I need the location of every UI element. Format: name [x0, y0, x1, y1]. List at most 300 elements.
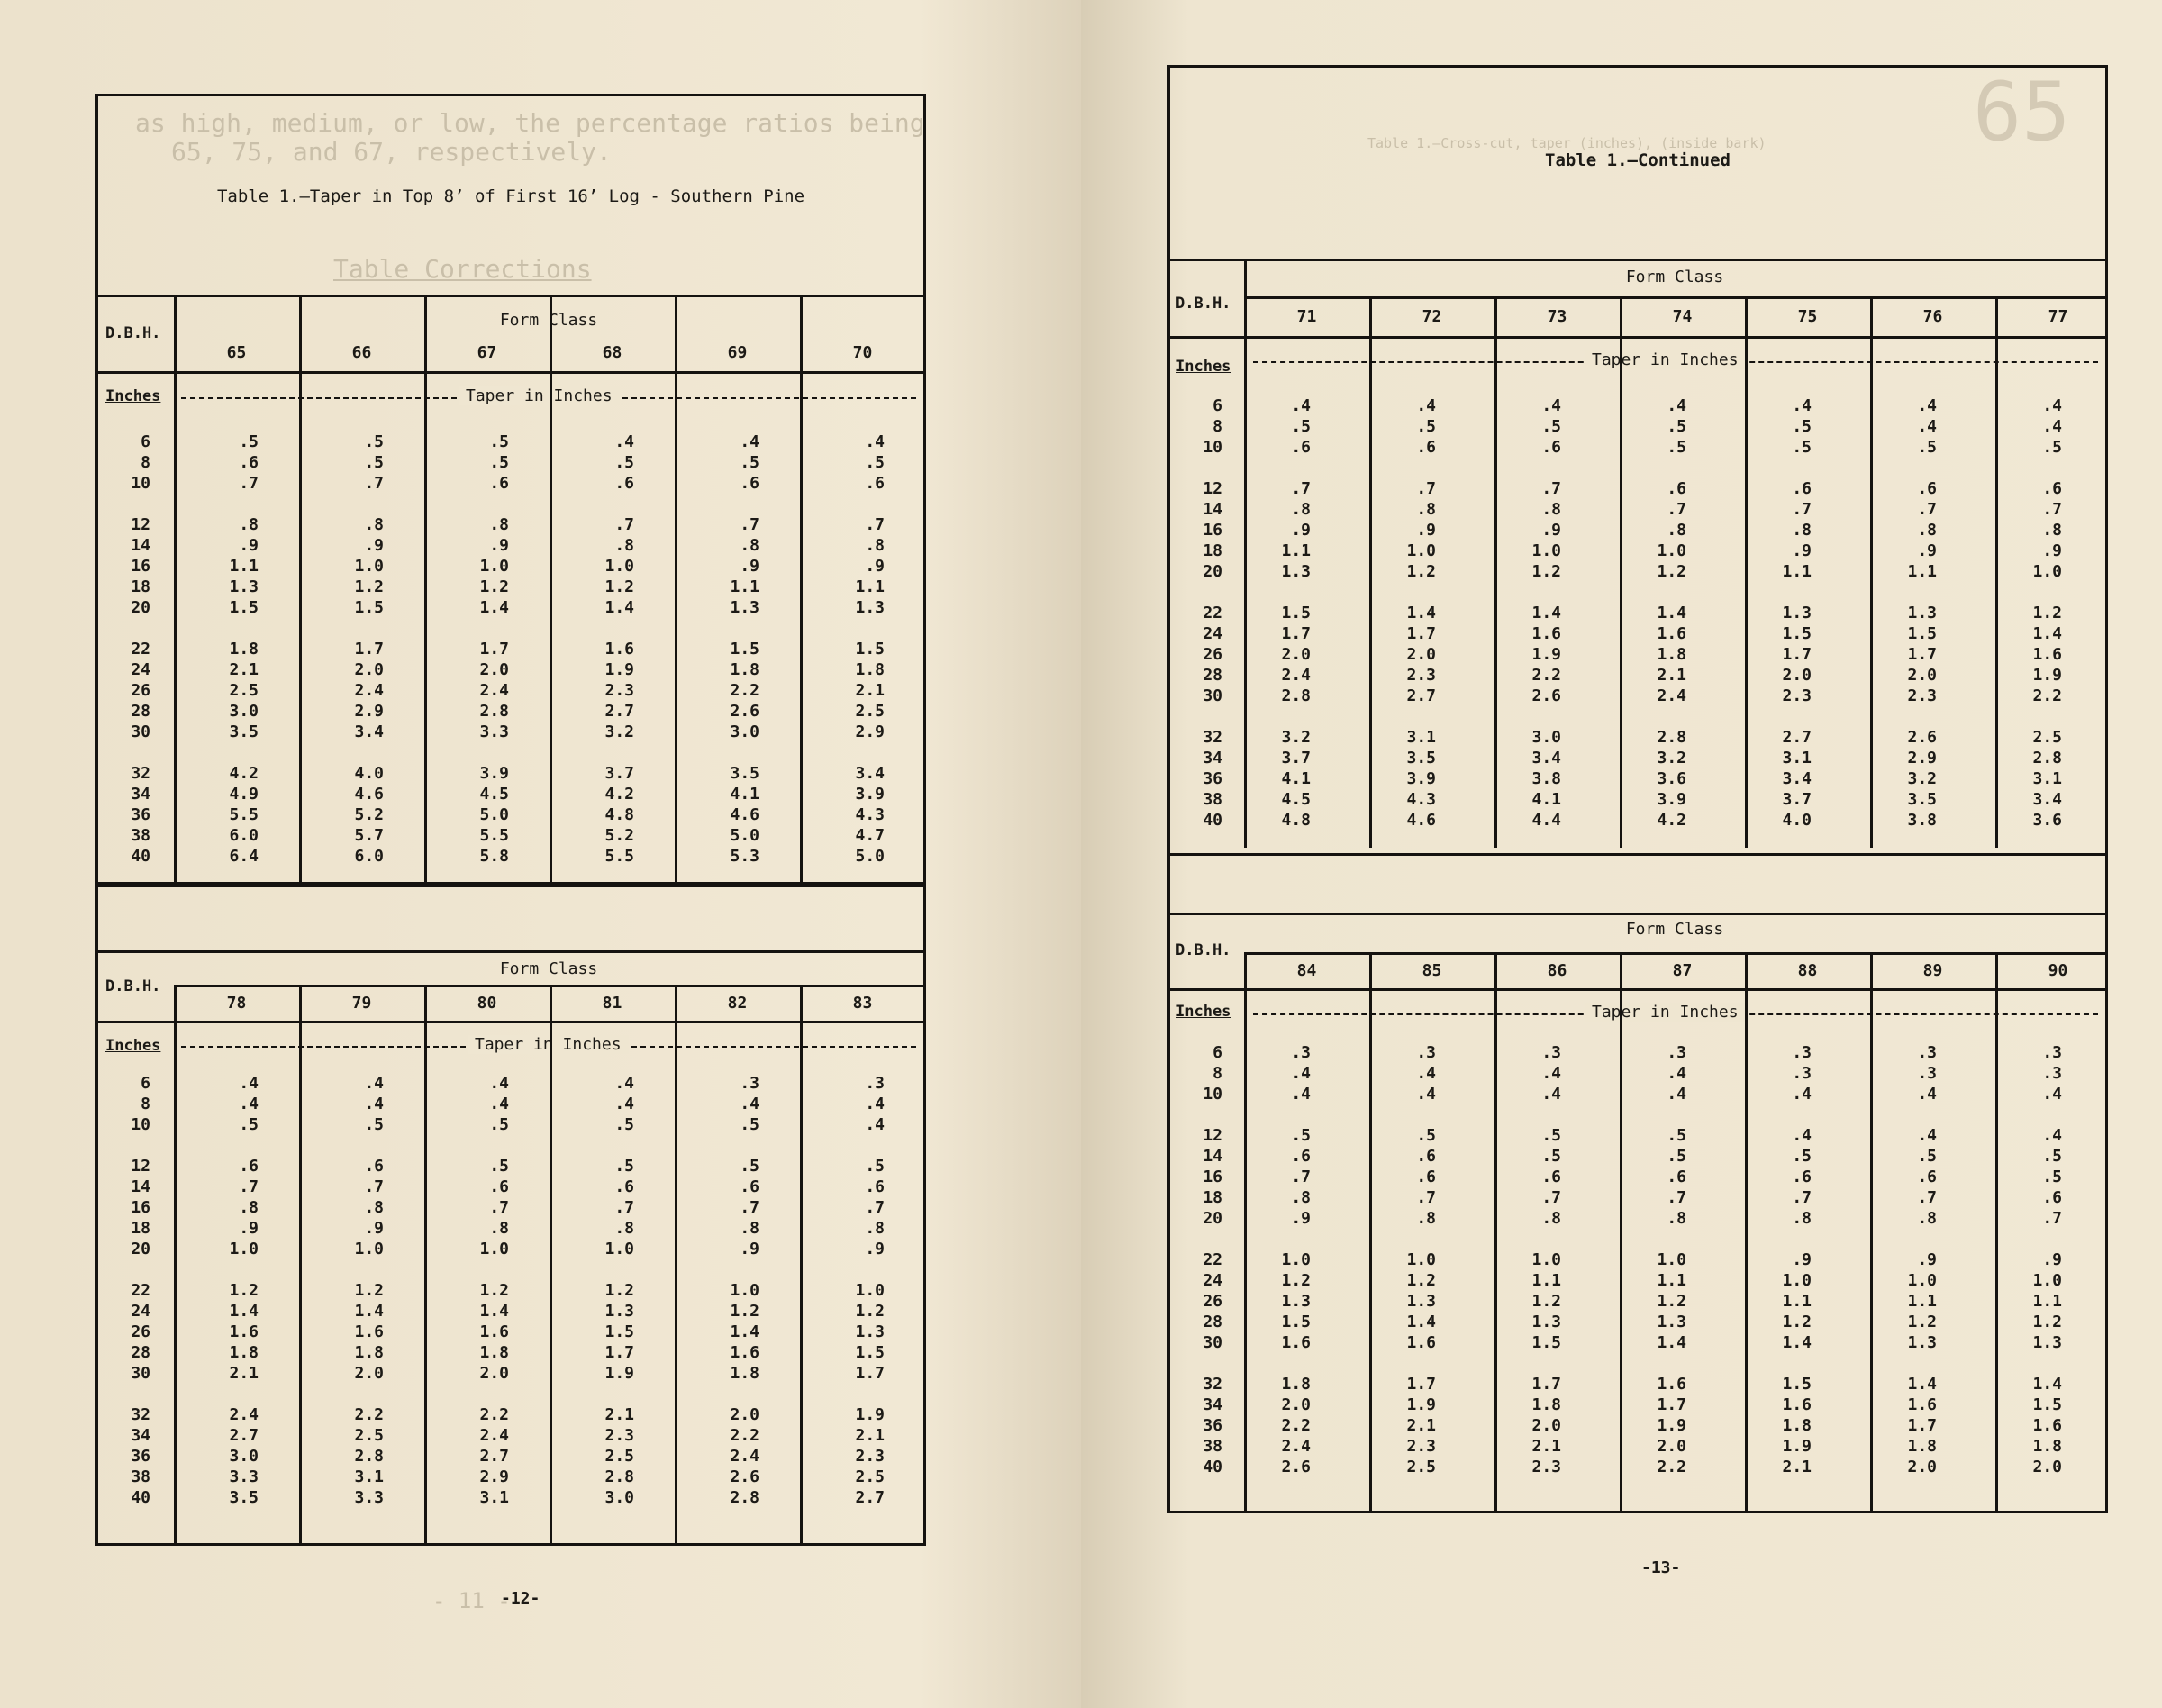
taper-value: 1.5	[604, 1322, 634, 1341]
taper-value: .9	[865, 557, 885, 576]
taper-value: .7	[740, 1198, 759, 1217]
taper-value: 2.1	[855, 681, 885, 700]
taper-value	[1516, 582, 1561, 603]
taper-value: .5	[614, 1115, 634, 1134]
dbh-value: 30	[131, 1364, 150, 1383]
taper-value: .9	[364, 536, 384, 555]
taper-value: 1.8	[730, 660, 759, 679]
taper-value	[1767, 1229, 1812, 1249]
taper-value: 1.5	[1281, 604, 1311, 622]
taper-value	[1892, 1353, 1937, 1374]
dbh-value: 16	[131, 557, 150, 576]
taper-value: .4	[1667, 396, 1686, 415]
taper-value: 3.4	[1531, 749, 1561, 768]
taper-value: 1.5	[229, 598, 259, 617]
dbh-value: 18	[131, 577, 150, 596]
taper-value: 1.3	[604, 1302, 634, 1321]
table-1-continued	[1167, 65, 2108, 1513]
column-divider	[424, 295, 427, 882]
taper-value: 2.2	[2032, 686, 2062, 705]
form-class-77-header: 77	[2048, 307, 2068, 326]
dbh-value: 12	[131, 1157, 150, 1176]
taper-value: 2.1	[1657, 666, 1686, 685]
dbh-value: 32	[131, 1405, 150, 1424]
taper-value	[464, 1135, 509, 1156]
taper-value: 1.0	[479, 1240, 509, 1258]
taper-value: .4	[614, 1095, 634, 1113]
page-number: -12-	[501, 1589, 540, 1608]
taper-value: 3.5	[229, 1488, 259, 1507]
taper-value	[464, 1259, 509, 1280]
form-class-74-header: 74	[1672, 307, 1693, 326]
column-divider	[424, 985, 427, 1543]
dbh-value: 26	[1203, 645, 1222, 664]
taper-value	[1641, 706, 1686, 727]
dbh-value	[1186, 1229, 1222, 1249]
taper-value	[339, 1259, 384, 1280]
taper-value: .8	[1291, 1188, 1311, 1207]
taper-value: .4	[239, 1095, 259, 1113]
taper-value	[589, 1384, 634, 1404]
taper-value	[589, 1135, 634, 1156]
taper-value: .6	[614, 474, 634, 493]
taper-value: 2.2	[1657, 1458, 1686, 1476]
dbh-column	[114, 432, 150, 867]
taper-value: .4	[1917, 1085, 1937, 1104]
taper-value: .9	[2042, 541, 2062, 560]
taper-value	[840, 1384, 885, 1404]
taper-value: .9	[1792, 1250, 1812, 1269]
dbh-value: 40	[131, 847, 150, 866]
taper-value: 1.3	[2032, 1333, 2062, 1352]
taper-value: 2.8	[354, 1447, 384, 1466]
form-class-76-header: 76	[1922, 307, 1943, 326]
dbh-value: 8	[1213, 1064, 1222, 1083]
taper-value: 6.4	[229, 847, 259, 866]
taper-value: 1.0	[1907, 1271, 1937, 1290]
taper-value: 2.0	[1782, 666, 1812, 685]
taper-value: 2.7	[479, 1447, 509, 1466]
taper-value: 2.8	[604, 1467, 634, 1486]
form-class-69-column	[714, 432, 759, 867]
form-class-78-column	[213, 1073, 259, 1508]
taper-value: 2.4	[1281, 666, 1311, 685]
taper-value: 2.5	[354, 1426, 384, 1445]
taper-value: .6	[1416, 1147, 1436, 1166]
taper-value: 3.4	[2032, 790, 2062, 809]
taper-value: 1.5	[1907, 624, 1937, 643]
taper-value: 1.7	[354, 640, 384, 659]
form-class-84-header: 84	[1296, 961, 1317, 980]
dbh-value	[1186, 706, 1222, 727]
taper-value: 1.1	[855, 577, 885, 596]
form-class-71-header: 71	[1296, 307, 1317, 326]
taper-value: 3.9	[479, 764, 509, 783]
taper-value	[2017, 1229, 2062, 1249]
form-class-87-column	[1641, 1042, 1686, 1477]
taper-value: 1.8	[2032, 1437, 2062, 1456]
taper-value: 4.0	[1782, 811, 1812, 830]
taper-value: .8	[1667, 521, 1686, 540]
taper-value: .5	[1541, 1126, 1561, 1145]
taper-value: 1.2	[855, 1302, 885, 1321]
taper-value: 1.2	[2032, 1313, 2062, 1331]
taper-value: .4	[1541, 396, 1561, 415]
taper-value: .4	[1291, 1064, 1311, 1083]
taper-value: .6	[1291, 1147, 1311, 1166]
taper-value	[840, 1135, 885, 1156]
taper-value: .3	[1416, 1043, 1436, 1062]
taper-value	[1767, 706, 1812, 727]
taper-value: 2.3	[604, 681, 634, 700]
taper-value: 2.0	[1907, 1458, 1937, 1476]
taper-value: 3.9	[1406, 769, 1436, 788]
form-class-74-column	[1641, 395, 1686, 831]
form-class-84-column	[1266, 1042, 1311, 1477]
taper-value: .9	[1917, 541, 1937, 560]
dbh-value: 20	[131, 598, 150, 617]
taper-value: 1.2	[1281, 1271, 1311, 1290]
taper-value: .9	[1416, 521, 1436, 540]
taper-value: .3	[1792, 1043, 1812, 1062]
taper-value: .5	[614, 1157, 634, 1176]
taper-value: .3	[865, 1074, 885, 1093]
taper-value: 1.5	[1281, 1313, 1311, 1331]
taper-value	[213, 1135, 259, 1156]
taper-value: 1.6	[479, 1322, 509, 1341]
dbh-column	[1186, 395, 1222, 831]
taper-value: .4	[740, 1095, 759, 1113]
taper-value: 2.7	[1406, 686, 1436, 705]
taper-value: .6	[1667, 1167, 1686, 1186]
taper-value: 1.6	[1782, 1395, 1812, 1414]
taper-value	[1516, 706, 1561, 727]
dbh-value: 40	[1203, 811, 1222, 830]
taper-value: .6	[1416, 438, 1436, 457]
taper-value: 1.8	[1782, 1416, 1812, 1435]
taper-value: .6	[865, 1177, 885, 1196]
bleed-through-line-2: 65, 75, and 67, respectively.	[171, 137, 612, 167]
taper-value: 1.2	[604, 1281, 634, 1300]
dbh-value	[1186, 458, 1222, 478]
taper-value: .6	[2042, 1188, 2062, 1207]
taper-value: 2.5	[604, 1447, 634, 1466]
taper-value: 3.0	[229, 702, 259, 721]
taper-value: .5	[1541, 1147, 1561, 1166]
taper-value: 1.1	[730, 577, 759, 596]
taper-value: 5.5	[604, 847, 634, 866]
taper-value: .4	[865, 1115, 885, 1134]
dbh-value: 38	[1203, 790, 1222, 809]
taper-value: 1.7	[1657, 1395, 1686, 1414]
taper-value	[714, 494, 759, 514]
form-class-79-header: 79	[351, 994, 372, 1013]
taper-value: .5	[1917, 438, 1937, 457]
taper-value: .5	[1792, 1147, 1812, 1166]
taper-value: 2.8	[730, 1488, 759, 1507]
taper-value: 5.0	[479, 805, 509, 824]
taper-value: 1.5	[855, 1343, 885, 1362]
taper-value: 1.5	[354, 598, 384, 617]
taper-value: 5.3	[730, 847, 759, 866]
taper-value: 1.6	[1531, 624, 1561, 643]
column-divider	[675, 295, 677, 882]
taper-value	[1266, 706, 1311, 727]
form-class-85-header: 85	[1422, 961, 1442, 980]
dbh-value: 10	[131, 1115, 150, 1134]
taper-value: 2.3	[1406, 666, 1436, 685]
taper-value: .4	[1541, 1085, 1561, 1104]
taper-value: 1.1	[1907, 1292, 1937, 1311]
taper-value: 2.0	[1281, 645, 1311, 664]
taper-value: 1.5	[1782, 1375, 1812, 1394]
form-class-81-header: 81	[602, 994, 622, 1013]
dbh-value: 30	[1203, 686, 1222, 705]
taper-value: 1.9	[855, 1405, 885, 1424]
taper-value: 1.2	[1406, 562, 1436, 581]
taper-value: 1.1	[2032, 1292, 2062, 1311]
taper-value: .5	[489, 453, 509, 472]
form-class-69-header: 69	[727, 343, 748, 362]
taper-value	[339, 618, 384, 639]
taper-value: 3.2	[1907, 769, 1937, 788]
form-class-89-column	[1892, 1042, 1937, 1477]
form-class-90-header: 90	[2048, 961, 2068, 980]
taper-value	[1767, 1353, 1812, 1374]
taper-value: 1.3	[1782, 604, 1812, 622]
taper-value: 2.0	[354, 1364, 384, 1383]
taper-value: .4	[1416, 1064, 1436, 1083]
taper-value: .4	[1291, 1085, 1311, 1104]
taper-value: .7	[1541, 479, 1561, 498]
form-class-79-column	[339, 1073, 384, 1508]
form-class-header: Form Class	[499, 311, 598, 330]
taper-value	[1641, 1353, 1686, 1374]
taper-value: 1.0	[730, 1281, 759, 1300]
dbh-value: 20	[1203, 562, 1222, 581]
dbh-value: 6	[1213, 1043, 1222, 1062]
taper-value	[714, 742, 759, 763]
taper-value: 1.5	[2032, 1395, 2062, 1414]
taper-value: .6	[1291, 438, 1311, 457]
taper-value: 3.9	[855, 785, 885, 804]
taper-value: 1.0	[1406, 1250, 1436, 1269]
taper-value: 5.5	[229, 805, 259, 824]
taper-value: 1.0	[354, 557, 384, 576]
taper-value: .6	[489, 1177, 509, 1196]
taper-value: .8	[1291, 500, 1311, 519]
taper-value: .5	[2042, 1167, 2062, 1186]
taper-value: .5	[2042, 1147, 2062, 1166]
dbh-value: 10	[131, 474, 150, 493]
taper-value: 1.0	[229, 1240, 259, 1258]
dbh-value: 22	[131, 640, 150, 659]
taper-value: .7	[2042, 1209, 2062, 1228]
taper-value	[714, 1259, 759, 1280]
taper-value: .9	[489, 536, 509, 555]
taper-value: 1.0	[1406, 541, 1436, 560]
taper-value: 3.7	[1281, 749, 1311, 768]
table-1-lower	[95, 885, 926, 1546]
taper-value: .8	[740, 536, 759, 555]
taper-value: .5	[1792, 438, 1812, 457]
form-class-85-column	[1391, 1042, 1436, 1477]
taper-value: 1.0	[479, 557, 509, 576]
taper-value: 1.4	[1406, 604, 1436, 622]
taper-value: .7	[2042, 500, 2062, 519]
dbh-value: 34	[1203, 749, 1222, 768]
taper-value: 1.2	[354, 577, 384, 596]
taper-value: 1.7	[1907, 645, 1937, 664]
taper-value	[1391, 706, 1436, 727]
taper-value: .8	[1917, 521, 1937, 540]
taper-value: .8	[740, 1219, 759, 1238]
bleed-through-heading: Table Corrections	[333, 254, 592, 284]
taper-value: 1.3	[1406, 1292, 1436, 1311]
taper-value: 1.4	[2032, 1375, 2062, 1394]
dbh-value: 14	[131, 536, 150, 555]
taper-value: 4.1	[1281, 769, 1311, 788]
taper-value: 1.1	[1531, 1271, 1561, 1290]
dbh-value	[1186, 1353, 1222, 1374]
taper-value: .5	[1667, 417, 1686, 436]
taper-value: 2.1	[229, 1364, 259, 1383]
taper-value: 1.4	[1782, 1333, 1812, 1352]
taper-value: .7	[1667, 1188, 1686, 1207]
taper-value	[1516, 1353, 1561, 1374]
taper-value	[1892, 1104, 1937, 1125]
dbh-header: D.B.H.	[105, 324, 161, 342]
taper-value: 1.0	[2032, 1271, 2062, 1290]
dbh-value	[1186, 1104, 1222, 1125]
taper-value	[1641, 1104, 1686, 1125]
taper-value: 1.0	[1531, 1250, 1561, 1269]
taper-value: 2.7	[855, 1488, 885, 1507]
dbh-value: 28	[131, 1343, 150, 1362]
column-divider	[1870, 296, 1873, 848]
taper-value: .6	[740, 474, 759, 493]
taper-value	[213, 1384, 259, 1404]
form-class-72-header: 72	[1422, 307, 1442, 326]
taper-value	[840, 1259, 885, 1280]
taper-value: .6	[1541, 1167, 1561, 1186]
taper-value: .3	[2042, 1043, 2062, 1062]
taper-value: 1.2	[730, 1302, 759, 1321]
taper-value: 6.0	[229, 826, 259, 845]
taper-value: .5	[865, 453, 885, 472]
taper-value: 2.2	[1531, 666, 1561, 685]
dbh-value: 32	[131, 764, 150, 783]
taper-value: 6.0	[354, 847, 384, 866]
dbh-column	[1186, 1042, 1222, 1477]
dbh-header: D.B.H.	[1176, 941, 1231, 959]
taper-value: .4	[2042, 417, 2062, 436]
taper-value: .7	[1291, 479, 1311, 498]
form-class-header: Form Class	[1625, 268, 1724, 286]
column-divider	[1870, 952, 1873, 1511]
taper-value: 1.6	[1657, 624, 1686, 643]
taper-value: 1.5	[1782, 624, 1812, 643]
taper-value	[840, 618, 885, 639]
taper-value	[1391, 458, 1436, 478]
taper-value: 1.6	[2032, 645, 2062, 664]
taper-value: .9	[1917, 1250, 1937, 1269]
taper-value	[339, 1135, 384, 1156]
dbh-header: D.B.H.	[105, 977, 161, 995]
taper-value: 1.3	[1281, 562, 1311, 581]
taper-value: .7	[1792, 1188, 1812, 1207]
taper-value: 2.5	[2032, 728, 2062, 747]
taper-value: 1.0	[604, 1240, 634, 1258]
taper-value: 1.4	[1657, 604, 1686, 622]
taper-value	[1516, 1104, 1561, 1125]
taper-value: 1.7	[1782, 645, 1812, 664]
taper-value: 2.2	[479, 1405, 509, 1424]
taper-value: 2.9	[354, 702, 384, 721]
form-class-88-header: 88	[1797, 961, 1818, 980]
dbh-value	[114, 1259, 150, 1280]
dbh-value: 32	[1203, 728, 1222, 747]
taper-value: .8	[1792, 521, 1812, 540]
dbh-value: 38	[131, 826, 150, 845]
dbh-value: 8	[1213, 417, 1222, 436]
form-class-80-header: 80	[477, 994, 497, 1013]
taper-value: .4	[1291, 396, 1311, 415]
taper-value: 1.9	[2032, 666, 2062, 685]
taper-value: 1.0	[2032, 562, 2062, 581]
form-class-89-header: 89	[1922, 961, 1943, 980]
dbh-value: 30	[1203, 1333, 1222, 1352]
taper-value	[1391, 1229, 1436, 1249]
dbh-value: 16	[131, 1198, 150, 1217]
taper-value: .5	[1667, 1147, 1686, 1166]
taper-value: 4.2	[229, 764, 259, 783]
dbh-value: 28	[131, 702, 150, 721]
taper-value: 1.2	[1531, 1292, 1561, 1311]
taper-value: .4	[239, 1074, 259, 1093]
taper-label: Taper in Inches	[1585, 1003, 1746, 1022]
taper-value: .4	[1917, 396, 1937, 415]
taper-value: 1.3	[1907, 1333, 1937, 1352]
dbh-value: 10	[1203, 1085, 1222, 1104]
taper-value: 3.4	[855, 764, 885, 783]
taper-value: .6	[740, 1177, 759, 1196]
taper-value: .9	[1541, 521, 1561, 540]
taper-value: 5.8	[479, 847, 509, 866]
taper-value: .6	[1917, 479, 1937, 498]
taper-value	[589, 1259, 634, 1280]
taper-value: 2.5	[855, 702, 885, 721]
taper-value: 1.4	[1907, 1375, 1937, 1394]
taper-value: .5	[740, 1115, 759, 1134]
dbh-value	[1186, 582, 1222, 603]
dbh-value: 22	[1203, 604, 1222, 622]
taper-value	[840, 742, 885, 763]
form-class-80-column	[464, 1073, 509, 1508]
dbh-value: 6	[141, 432, 150, 451]
taper-value: 4.1	[730, 785, 759, 804]
taper-value: 3.7	[1782, 790, 1812, 809]
taper-value: .8	[239, 515, 259, 534]
taper-value: 2.9	[479, 1467, 509, 1486]
taper-value: .4	[1416, 396, 1436, 415]
taper-value: 1.2	[354, 1281, 384, 1300]
taper-value: .4	[614, 432, 634, 451]
taper-value: .9	[239, 536, 259, 555]
taper-value: 1.2	[1657, 1292, 1686, 1311]
dbh-value: 14	[1203, 500, 1222, 519]
taper-value: 1.9	[1531, 645, 1561, 664]
